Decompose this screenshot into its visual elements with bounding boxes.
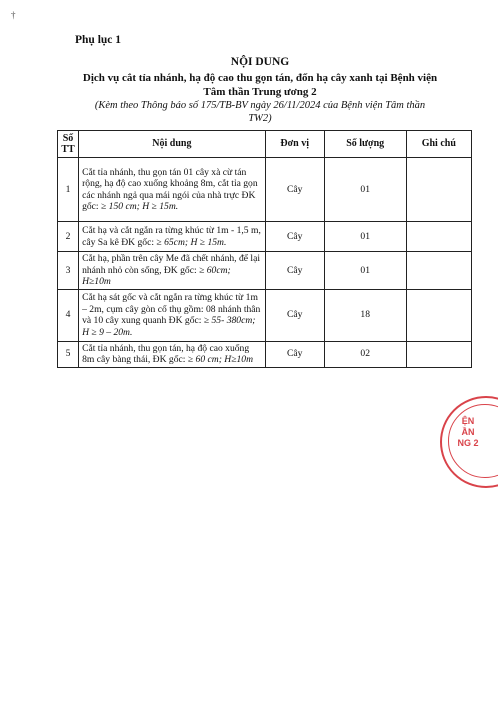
row-content-text: Cắt hạ và cắt ngắn ra từng khúc từ 1m - 1,5 m, cây Sa kê ĐK gốc: bbox=[82, 225, 261, 248]
row-content-spec: ≥ 65cm; H ≥ 15m. bbox=[156, 236, 227, 248]
row-content-text: Cắt hạ, phần trên cây Me đã chết nhánh, để lại nhánh nhỏ còn sống, ĐK gốc: bbox=[82, 253, 261, 276]
row-number: 1 bbox=[58, 158, 79, 222]
document-reference bbox=[40, 99, 480, 125]
row-quantity: 18 bbox=[324, 289, 406, 341]
row-number: 3 bbox=[58, 252, 79, 290]
row-unit: Cây bbox=[265, 252, 324, 290]
row-content-spec: ≥ 60 cm; H≥10m bbox=[187, 354, 254, 365]
seal-text-line2: ẦN bbox=[461, 427, 475, 437]
row-unit: Cây bbox=[265, 158, 324, 222]
row-unit: Cây bbox=[265, 222, 324, 252]
row-number: 4 bbox=[58, 289, 79, 341]
row-content-spec: ≥ 60cm; H≥10m bbox=[82, 264, 231, 287]
row-number: 5 bbox=[58, 341, 79, 367]
table-row bbox=[58, 158, 472, 222]
header-number-line1: Số bbox=[62, 132, 74, 144]
row-number: 2 bbox=[58, 222, 79, 252]
row-content-spec: ≥ 150 cm; H ≥ 15m. bbox=[101, 201, 179, 212]
reference-line-1: (Kèm theo Thông báo số 175/TB-BV ngày 26/11/2024 của Bệnh viện Tâm thần bbox=[94, 100, 426, 111]
row-note bbox=[406, 222, 471, 252]
row-unit: Cây bbox=[265, 289, 324, 341]
document-subtitle bbox=[40, 71, 480, 99]
row-quantity: 01 bbox=[324, 252, 406, 290]
table-header-row bbox=[58, 131, 472, 158]
header-content: Nội dung bbox=[79, 131, 266, 158]
subtitle-line-1: Dịch vụ cắt tỉa nhánh, hạ độ cao thu gọn tán, đốn hạ cây xanh tại Bệnh viện bbox=[82, 72, 438, 84]
row-quantity: 01 bbox=[324, 158, 406, 222]
header-number bbox=[58, 131, 79, 158]
row-note bbox=[406, 341, 471, 367]
row-content bbox=[79, 341, 266, 367]
seal-text-line1: ỆN bbox=[461, 416, 475, 426]
row-content-text: Cắt hạ sát gốc và cắt ngắn ra từng khúc từ 1m – 2m, cụm cây gòn cổ thụ gồm: 08 nhánh thân và 10 cây xung quanh ĐK gốc: bbox=[82, 292, 261, 326]
row-note bbox=[406, 289, 471, 341]
row-content bbox=[79, 289, 266, 341]
row-content-text: Cắt tỉa nhánh, thu gọn tán 01 cây xà cừ tán rộng, hạ độ cao xuống khoảng 8m, cắt tỉa gọn các nhánh ngả qua mái ngói của nhà trực ĐK gốc: bbox=[82, 166, 258, 212]
row-content bbox=[79, 252, 266, 290]
table-row bbox=[58, 289, 472, 341]
row-quantity: 01 bbox=[324, 222, 406, 252]
table-row bbox=[58, 222, 472, 252]
document-title: NỘI DUNG bbox=[230, 56, 290, 68]
row-note bbox=[406, 252, 471, 290]
appendix-label: Phụ lục 1 bbox=[75, 34, 122, 46]
work-items-table bbox=[57, 130, 472, 368]
header-number-line2: TT bbox=[61, 144, 75, 155]
header-quantity: Số lượng bbox=[324, 131, 406, 158]
corner-mark: † bbox=[11, 10, 16, 20]
subtitle-line-2: Tâm thần Trung ương 2 bbox=[203, 86, 317, 98]
seal-text-line3: NG 2 bbox=[457, 438, 479, 448]
row-content bbox=[79, 222, 266, 252]
official-seal bbox=[436, 392, 498, 488]
row-content-text: Cắt tỉa nhánh, thu gọn tán, hạ độ cao xuống 8m cây bàng thái, ĐK gốc: bbox=[82, 342, 250, 365]
row-content bbox=[79, 158, 266, 222]
table-row bbox=[58, 252, 472, 290]
row-content-spec: ≥ 55- 380cm; H ≥ 9 – 20m. bbox=[82, 315, 256, 338]
reference-line-2: TW2) bbox=[248, 113, 272, 124]
row-unit: Cây bbox=[265, 341, 324, 367]
header-unit: Đơn vị bbox=[265, 131, 324, 158]
row-note bbox=[406, 158, 471, 222]
row-quantity: 02 bbox=[324, 341, 406, 367]
table-row bbox=[58, 341, 472, 367]
seal-text bbox=[448, 416, 488, 449]
header-note: Ghi chú bbox=[406, 131, 471, 158]
